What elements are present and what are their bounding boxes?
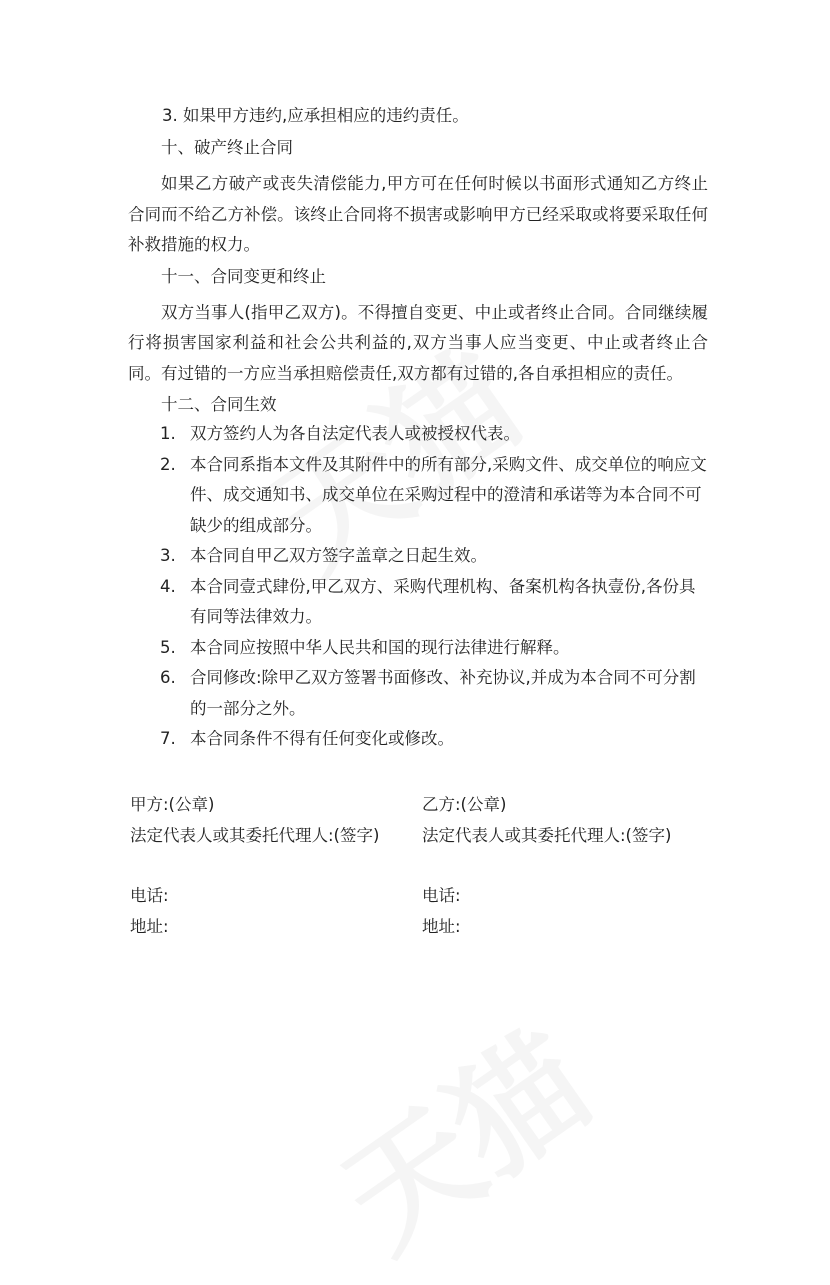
party-b-representative: 法定代表人或其委托代理人:(签字) — [422, 825, 672, 845]
item-text: 本合同应按照中华人民共和国的现行法律进行解释。 — [190, 637, 570, 657]
section-10-body: 如果乙方破产或丧失清偿能力,甲方可在任何时候以书面形式通知乙方终止合同而不给乙方补偿。该终止合同将不损害或影响甲方已经采取或将要采取任何补救措施的权力。 — [128, 174, 708, 254]
list-item — [128, 572, 708, 633]
item-text: 本合同条件不得有任何变化或修改。 — [190, 729, 454, 748]
party-a-column — [130, 790, 390, 942]
party-b-address: 地址: — [422, 916, 461, 936]
item-number: 6. — [160, 668, 176, 687]
item-text: 本合同壹式肆份,甲乙双方、采购代理机构、备案机构各执壹份,各份具有同等法律效力。 — [190, 576, 696, 626]
section-11-title: 十一、合同变更和终止 — [161, 266, 326, 286]
item-text: 本合同系指本文件及其附件中的所有部分,采购文件、成交单位的响应文件、成交通知书、成交单位在采购过程中的澄清和承诺等为本合同不可缺少的组成部分。 — [190, 454, 707, 535]
item-text: 合同修改:除甲乙双方签署书面修改、补充协议,并成为本合同不可分割的一部分之外。 — [190, 668, 696, 718]
section-12-title: 十二、合同生效 — [161, 395, 277, 414]
item-number: 2. — [160, 454, 176, 474]
item-number: 1. — [160, 424, 176, 443]
party-b-title: 乙方:(公章) — [422, 795, 507, 814]
party-a-title: 甲方:(公章) — [130, 795, 215, 814]
list-item — [128, 633, 708, 664]
party-a-address: 地址: — [130, 916, 169, 936]
section-11-body: 双方当事人(指甲乙双方)。不得擅自变更、中止或者终止合同。合同继续履行将损害国家利益和社会公共利益的,双方当事人应当变更、中止或者终止合同。有过错的一方应当承担赔偿责任,双方都有过错的,各自承担相应的责任。 — [128, 302, 708, 383]
item-number: 5. — [160, 637, 176, 657]
item-text: 本合同自甲乙双方签字盖章之日起生效。 — [190, 546, 487, 565]
list-item — [128, 663, 708, 724]
party-b-phone: 电话: — [422, 886, 461, 905]
party-a-phone: 电话: — [130, 886, 169, 905]
list-item — [128, 541, 708, 572]
watermark-bottom — [300, 982, 620, 1284]
list-item — [128, 724, 708, 755]
breach-clause: 3. 如果甲方违约,应承担相应的违约责任。 — [162, 106, 469, 125]
party-a-representative: 法定代表人或其委托代理人:(签字) — [130, 825, 380, 845]
section-10-title: 十、破产终止合同 — [161, 138, 293, 157]
item-number: 4. — [160, 576, 176, 596]
section-12-list — [128, 419, 708, 755]
list-item — [128, 450, 708, 542]
item-number: 3. — [160, 546, 176, 565]
party-b-column — [422, 790, 682, 942]
contract-body — [128, 104, 708, 755]
item-number: 7. — [160, 729, 176, 748]
item-text: 双方签约人为各自法定代表人或被授权代表。 — [190, 424, 520, 443]
list-item — [128, 419, 708, 450]
